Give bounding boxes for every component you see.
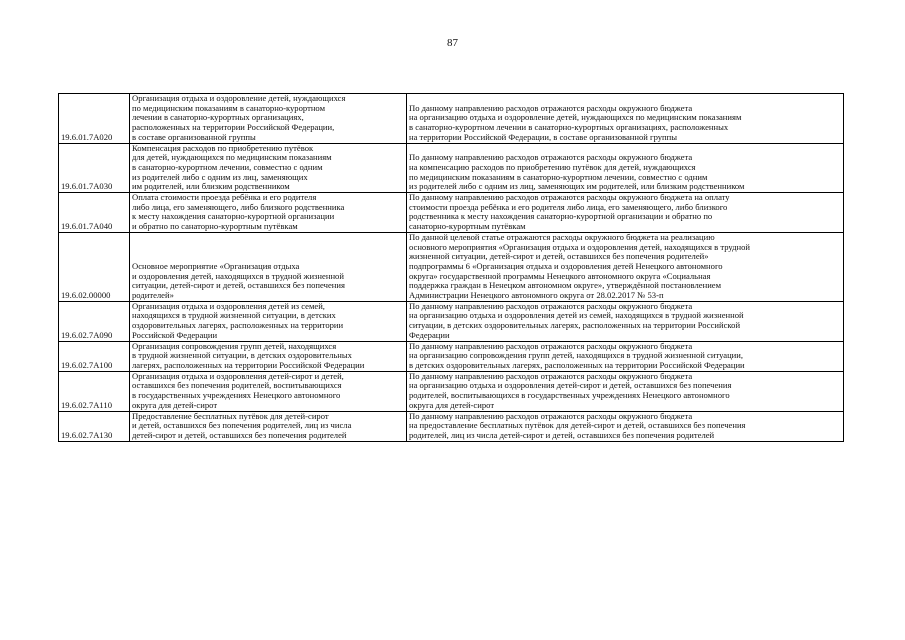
- expense-description-line: на территории Российской Федерации, в составе организованной группы: [409, 131, 678, 142]
- expense-description-line: на организацию отдыха и оздоровление детей, нуждающихся по медицинским показаниям: [409, 112, 742, 123]
- expense-name-line: Оплата стоимости проезда ребёнка и его родителя: [132, 192, 317, 203]
- expense-name-cell: [130, 341, 407, 371]
- expense-description-line: По данному направлению расходов отражаются расходы окружного бюджета: [409, 371, 693, 381]
- table-row: [59, 143, 844, 193]
- expense-name-cell: [130, 411, 407, 441]
- expense-description-cell: [407, 371, 844, 411]
- table-row: [59, 94, 844, 144]
- expense-name-line: ситуации, детей-сирот и детей, оставшихся без попечения: [132, 280, 345, 291]
- expense-description-line: на предоставление бесплатных путёвок для детей-сирот и детей, оставшихся без попечения: [409, 420, 746, 431]
- expense-name-line: Организация отдыха и оздоровление детей, нуждающихся: [132, 93, 346, 103]
- expense-description-line: в санаторно-курортном лечении в санаторно-курортных организациях, расположенных: [409, 122, 729, 133]
- expense-description-line: в детских оздоровительных лагерях, расположенных на территории Российской Федерации: [409, 359, 745, 370]
- expense-description-line: жизненной ситуации, детей-сирот и детей, оставшихся без попечения родителей»: [409, 251, 709, 262]
- expense-description-line: на компенсацию расходов по приобретению путёвок для детей, нуждающихся: [409, 161, 696, 172]
- expense-description-line: округа для детей-сирот: [409, 399, 495, 410]
- expense-name-line: расположенных на территории Российской Федерации,: [132, 122, 335, 133]
- table-row: [59, 301, 844, 341]
- expense-name-line: им родителей, или близким родственником: [132, 181, 290, 192]
- expense-description-line: на организацию сопровождения групп детей, находящихся в трудной жизненной ситуации,: [409, 350, 744, 361]
- expense-description-line: По данному направлению расходов отражаются расходы окружного бюджета: [409, 102, 693, 113]
- expense-description-line: Федерации: [409, 329, 450, 340]
- expense-name-line: Основное мероприятие «Организация отдыха: [132, 260, 300, 271]
- expense-name-line: и оздоровления детей, находящихся в трудной жизненной: [132, 270, 344, 281]
- expense-description-line: родителей, воспитывающихся в государственных учреждениях Ненецкого автономного: [409, 390, 730, 401]
- expense-description-line: ситуации, в детских оздоровительных лагерях, расположенных на территории Российской: [409, 320, 741, 331]
- expense-description-line: По данной целевой статье отражаются расходы окружного бюджета на реализацию: [409, 232, 715, 242]
- expense-name-line: либо лица, его заменяющего, либо близкого родственника: [132, 201, 345, 212]
- target-article-code: 19.6.02.00000: [59, 232, 130, 301]
- expense-name-cell: [130, 143, 407, 193]
- table-row: [59, 411, 844, 441]
- expense-description-cell: [407, 193, 844, 233]
- expense-name-line: лечении в санаторно-курортных организациях,: [132, 112, 304, 123]
- expense-description-line: родственника к месту нахождения санаторно-курортной организации и обратно по: [409, 211, 713, 222]
- budget-classification-table: [58, 93, 844, 442]
- expense-description-line: основного мероприятия «Организация отдыха и оздоровления детей, находящихся в трудной: [409, 241, 751, 252]
- expense-description-line: По данному направлению расходов отражаются расходы окружного бюджета на оплату: [409, 192, 730, 203]
- expense-name-line: Организация отдыха и оздоровления детей из семей,: [132, 301, 325, 311]
- expense-description-line: По данному направлению расходов отражаются расходы окружного бюджета: [409, 301, 693, 311]
- expense-description-line: из родителей либо с одним из лиц, заменяющих им родителей, или близким родственником: [409, 181, 745, 192]
- expense-name-cell: [130, 94, 407, 144]
- expense-description-line: По данному направлению расходов отражаются расходы окружного бюджета: [409, 411, 693, 421]
- expense-name-line: оставшихся без попечения родителей, воспитывающихся: [132, 380, 342, 391]
- expense-name-line: в государственных учреждениях Ненецкого автономного: [132, 390, 341, 401]
- expense-name-line: в составе организованной группы: [132, 131, 256, 142]
- target-article-code: 19.6.02.7А100: [59, 341, 130, 371]
- expense-name-line: и детей, оставшихся без попечения родителей, лиц из числа: [132, 420, 352, 431]
- expense-name-line: находящихся в трудной жизненной ситуации, в детских: [132, 310, 336, 321]
- expense-name-line: в трудной жизненной ситуации, в детских оздоровительных: [132, 350, 352, 361]
- expense-name-cell: [130, 193, 407, 233]
- expense-name-line: Компенсация расходов по приобретению путёвок: [132, 143, 314, 153]
- expense-description-line: на организацию отдыха и оздоровления детей из семей, находящихся в трудной жизненной: [409, 310, 744, 321]
- expense-description-line: поддержка граждан в Ненецком автономном округе», утверждённой постановлением: [409, 280, 722, 291]
- target-article-code: 19.6.01.7А020: [59, 94, 130, 144]
- expense-description-line: подпрограммы 6 «Организация отдыха и оздоровления детей Ненецкого автономного: [409, 260, 723, 271]
- expense-description-line: округа» государственной программы Ненецкого автономного округа «Социальная: [409, 270, 711, 281]
- expense-description-cell: [407, 301, 844, 341]
- expense-description-line: Администрации Ненецкого автономного округа от 28.02.2017 № 53-п: [409, 290, 664, 301]
- expense-name-line: к месту нахождения санаторно-курортной организации: [132, 211, 335, 222]
- expense-name-cell: [130, 301, 407, 341]
- expense-description-line: По данному направлению расходов отражаются расходы окружного бюджета: [409, 152, 693, 163]
- expense-name-cell: [130, 371, 407, 411]
- expense-description-cell: [407, 232, 844, 301]
- expense-description-line: родителей, лиц из числа детей-сирот и детей, оставшихся без попечения родителей: [409, 429, 715, 440]
- expense-name-line: детей-сирот и детей, оставшихся без попечения родителей: [132, 429, 347, 440]
- expense-description-line: по медицинским показаниям в санаторно-курортном лечении, совместно с одним: [409, 171, 708, 182]
- expense-name-line: в санаторно-курортном лечении, совместно с одним: [132, 161, 323, 172]
- expense-description-cell: [407, 341, 844, 371]
- expense-name-line: оздоровительных лагерях, расположенных на территории: [132, 320, 344, 331]
- expense-name-line: родителей»: [132, 290, 174, 301]
- expense-name-line: лагерях, расположенных на территории Российской Федерации: [132, 359, 365, 370]
- expense-name-line: Российской Федерации: [132, 329, 218, 340]
- page-number: 87: [447, 37, 458, 49]
- expense-name-line: из родителей либо с одним из лиц, заменяющих: [132, 171, 308, 182]
- expense-description-line: санаторно-курортным путёвкам: [409, 221, 526, 232]
- expense-name-line: Организация отдыха и оздоровления детей-сирот и детей,: [132, 371, 344, 381]
- expense-description-line: стоимости проезда ребёнка и его родителя либо лица, его заменяющего, либо близкого: [409, 201, 728, 212]
- expense-name-line: Предоставление бесплатных путёвок для детей-сирот: [132, 411, 329, 421]
- expense-name-line: Организация сопровождения групп детей, находящихся: [132, 341, 337, 351]
- table-row: [59, 193, 844, 233]
- table-body: [59, 94, 844, 442]
- target-article-code: 19.6.02.7А090: [59, 301, 130, 341]
- expense-name-cell: [130, 232, 407, 301]
- expense-name-line: и обратно по санаторно-курортным путёвкам: [132, 221, 298, 232]
- expense-name-line: округа для детей-сирот: [132, 399, 218, 410]
- target-article-code: 19.6.02.7А130: [59, 411, 130, 441]
- expense-description-line: на организацию отдыха и оздоровления детей-сирот и детей, оставшихся без попечения: [409, 380, 732, 391]
- table-row: [59, 232, 844, 301]
- target-article-code: 19.6.02.7А110: [59, 371, 130, 411]
- target-article-code: 19.6.01.7А030: [59, 143, 130, 193]
- expense-description-cell: [407, 143, 844, 193]
- expense-name-line: по медицинским показаниям в санаторно-курортном: [132, 102, 326, 113]
- expense-name-line: для детей, нуждающихся по медицинским показаниям: [132, 152, 332, 163]
- expense-description-line: По данному направлению расходов отражаются расходы окружного бюджета: [409, 341, 693, 351]
- table-row: [59, 341, 844, 371]
- table-row: [59, 371, 844, 411]
- expense-description-cell: [407, 94, 844, 144]
- expense-description-cell: [407, 411, 844, 441]
- target-article-code: 19.6.01.7А040: [59, 193, 130, 233]
